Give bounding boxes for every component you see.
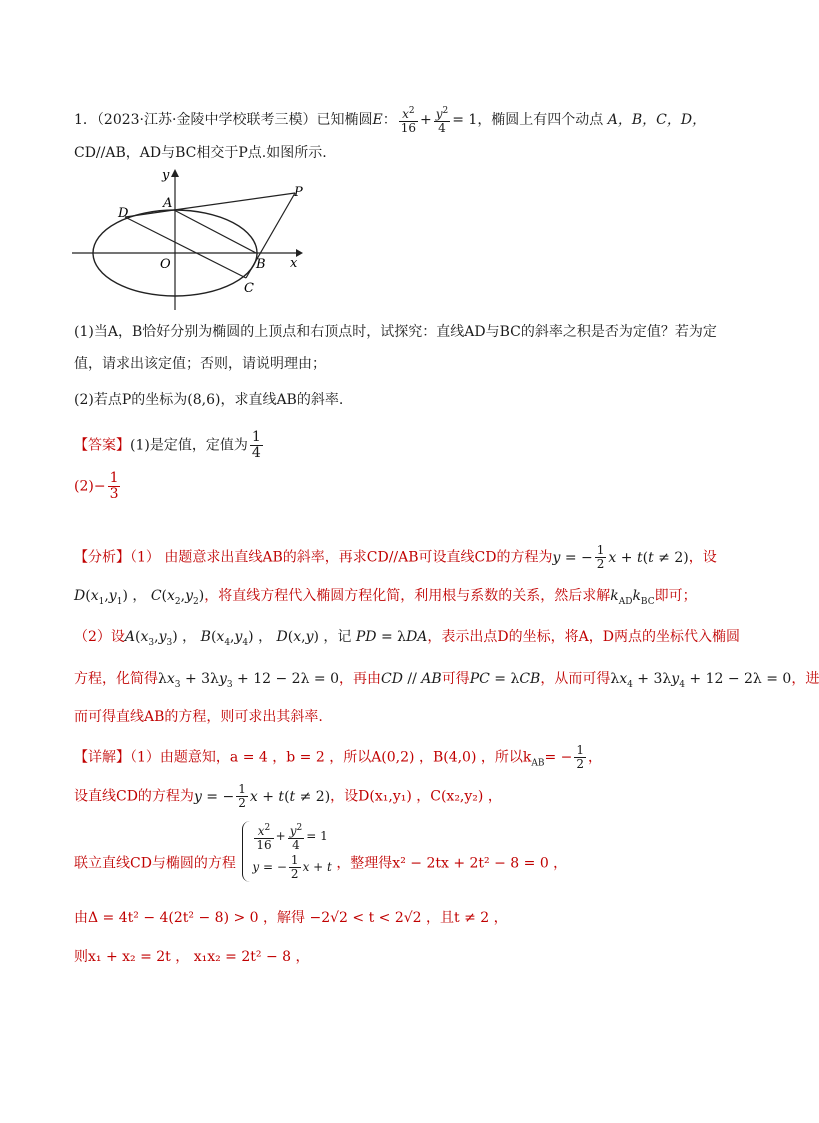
answer-part1-den: 4 bbox=[251, 445, 261, 461]
answer-part1: (1)是定值，定值为 bbox=[130, 437, 248, 454]
detail-tag: 【详解】 bbox=[74, 749, 130, 766]
analysis-l1b: ，设 bbox=[688, 549, 717, 566]
label-D: D bbox=[118, 206, 129, 221]
detail-d2: 设直线CD的方程为 bbox=[74, 788, 194, 805]
answer-line-1 bbox=[74, 430, 265, 461]
label-A: A bbox=[163, 196, 173, 211]
detail-d1: （1）由题意知，a = 4 ，b = 2 ，所以A(0,2) ，B(4,0) ，所以k bbox=[130, 749, 532, 766]
answer-tag: 【答案】 bbox=[74, 437, 130, 454]
analysis-line-2: $D(x_1,y_1)$ ， $C(x_2,y_2)$，将直线方程代入椭圆方程化简，利用根与系数的关系，然后求解$k_{AD}k_{BC}$即可； bbox=[74, 588, 697, 607]
problem-source: （2023·江苏·金陵中学校联考三模） bbox=[96, 112, 317, 128]
label-O: O bbox=[160, 257, 171, 272]
question-1-line-2: 值，请求出该定值；否则，请说明理由； bbox=[74, 356, 326, 372]
answer-part2-num: 1 bbox=[109, 470, 119, 486]
label-P: P bbox=[294, 185, 303, 200]
answer-part2: (2)− bbox=[74, 478, 106, 495]
answer-line-2 bbox=[74, 471, 122, 502]
problem-stem-b: ，椭圆上有四个动点 bbox=[477, 112, 604, 128]
answer-part1-num: 1 bbox=[251, 429, 261, 445]
detail-line-4: 由Δ = 4t² − 4(2t² − 8) > 0 ，解得 −2√2 < t < 2√2 ，且t ≠ 2 ， bbox=[74, 910, 508, 926]
analysis-line-3: （2）设$A(x_3,y_3)$ ， $B(x_4,y_4)$ ， D(x,y) ，记 PD = λDA，表示出点D的坐标，将A，D两点的坐标代入椭圆 bbox=[74, 629, 740, 648]
label-x: x bbox=[290, 256, 298, 271]
analysis-tag: 【分析】 bbox=[74, 549, 130, 566]
problem-number: 1． bbox=[74, 112, 97, 128]
analysis-l2: ，将直线方程代入椭圆方程化简，利用根与系数的关系，然后求解 bbox=[204, 588, 611, 604]
analysis-line-4: 方程，化简得$\lambda x_3 + 3\lambda y_3 + 12 - 2\lambda = 0$，再由CD // AB可得PC = λCB，从而可得$\lambda x_4 + 3\lambda y_4 + 12 - 2\lambda = 0$，进 bbox=[74, 671, 819, 690]
analysis-l4d: ，从而可得 bbox=[540, 671, 611, 687]
analysis-l4a: 方程，化简得 bbox=[74, 671, 158, 687]
problem-line-2: CD//AB，AD与BC相交于P点.如图所示. bbox=[74, 145, 327, 161]
problem-stem-a: 已知椭圆 bbox=[316, 112, 373, 128]
detail-d3: 联立直线CD与椭圆的方程 bbox=[74, 855, 236, 872]
detail-d1b: = − bbox=[544, 749, 573, 766]
analysis-l2b: 即可； bbox=[654, 588, 697, 604]
ellipse-figure bbox=[70, 165, 310, 315]
question-1-line-1: (1)当A，B恰好分别为椭圆的上顶点和右顶点时，试探究：直线AD与BC的斜率之积是否为定值？若为定 bbox=[74, 324, 717, 340]
question-2: (2)若点P的坐标为(8,6)，求直线AB的斜率. bbox=[74, 392, 344, 408]
detail-line-3 bbox=[74, 822, 568, 882]
analysis-l1: （1） 由题意求出直线AB的斜率，再求CD//AB可设直线CD的方程为 bbox=[130, 549, 553, 566]
analysis-l3a: （2）设 bbox=[74, 629, 125, 645]
problem-line-1: 1．（2023·江苏·金陵中学校联考三模）已知椭圆E： $\frac{x^2}{16}$ + $\frac{y^2}{4}$ = 1，椭圆上有四个动点 A，B，C，D， bbox=[74, 106, 707, 135]
equation-system: $\frac{x^2}{16}$ + $\frac{y^2}{4}$ = 1 y = − $\frac{1}{2}$ x + t bbox=[242, 821, 331, 882]
analysis-l4b: ，再由 bbox=[339, 671, 381, 687]
detail-line-1: 【详解】（1）由题意知，a = 4 ，b = 2 ，所以A(0,2) ，B(4,0) ，所以$k_{AB}=$ − $\frac{1}{2}$ ， bbox=[74, 743, 603, 771]
analysis-l4e: ，进 bbox=[791, 671, 819, 687]
detail-d2b: ，设D(x₁,y₁) ，C(x₂,y₂) ， bbox=[330, 788, 502, 805]
detail-line-5: 则x₁ + x₂ = 2t ， x₁x₂ = 2t² − 8 ， bbox=[74, 949, 310, 965]
label-y: y bbox=[162, 168, 170, 183]
analysis-l3b: ，表示出点D的坐标，将A，D两点的坐标代入椭圆 bbox=[427, 629, 740, 645]
label-B: B bbox=[256, 257, 266, 272]
analysis-line-1: 【分析】（1） 由题意求出直线AB的斜率，再求CD//AB可设直线CD的方程为y = − $\frac{1}{2}$ x + t(t ≠ 2)，设 bbox=[74, 543, 717, 571]
analysis-l4c: 可得 bbox=[441, 671, 470, 687]
detail-d3b: ，整理得x² − 2tx + 2t² − 8 = 0 ， bbox=[336, 855, 568, 872]
analysis-line-5: 而可得直线AB的方程，则可求出其斜率. bbox=[74, 709, 323, 725]
detail-line-2: 设直线CD的方程为y = − $\frac{1}{2}$ x + t(t ≠ 2)，设D(x₁,y₁) ，C(x₂,y₂) ， bbox=[74, 782, 502, 810]
label-C: C bbox=[244, 281, 254, 296]
answer-part2-den: 3 bbox=[109, 486, 119, 502]
